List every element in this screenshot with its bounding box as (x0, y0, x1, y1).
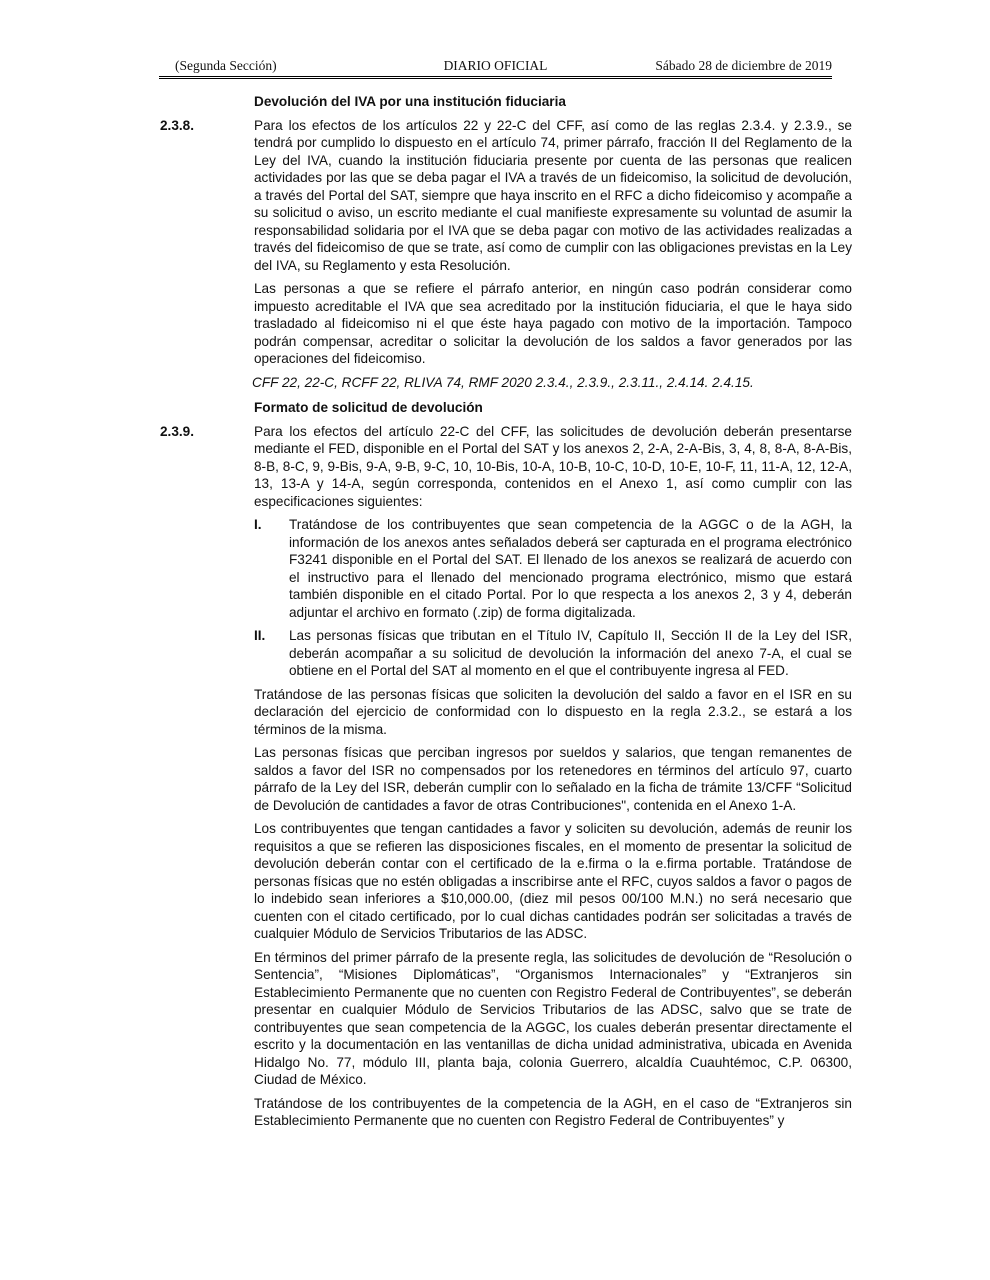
document-body (0, 93, 990, 1130)
header-rule-top (159, 76, 832, 77)
header-rule-bottom (159, 78, 832, 79)
rule-2-3-8-paragraph-2: Las personas a que se refiere el párrafo anterior, en ningún caso podrán considerar como impuesto acreditable el IVA que sea acreditado por la institución fiduciaria, el que le haya sido trasladado al fideicomiso ni el que éste haya pagado con motivo de la importación. Tampoco podrán compensar, acreditar o solicitar la devolución de los saldos a favor generados por las operaciones del fideicomiso. (254, 281, 852, 366)
list-item-ii (254, 627, 852, 680)
rule-2-3-9-paragraph-3: Los contribuyentes que tengan cantidades a favor y soliciten su devolución, además de reunir los requisitos a que se refieren las disposiciones fiscales, en el momento de presentar la solicitud de devolución deberán contar con el certificado de la e.firma o la e.firma portable. Tratándose de personas físicas que no estén obligadas a inscribirse ante el RFC, cuyos saldos a favor o pagos de lo indebido sean inferiores a $10,000.00, (diez mil pesos 00/100 M.N.) no será necesario que cuenten con el citado certificado, por lo cual dichas cantidades podrán ser solicitadas a través de cualquier Módulo de Servicios Tributarios de las ADSC. (254, 821, 852, 941)
rule-2-3-9-title: Formato de solicitud de devolución (254, 400, 483, 415)
rule-2-3-8-references: CFF 22, 22-C, RCFF 22, RLIVA 74, RMF 2020 2.3.4., 2.3.9., 2.3.11., 2.4.14. 2.4.15. (252, 374, 754, 390)
list-item-ii-text: Las personas físicas que tributan en el Título IV, Capítulo II, Sección II de la Ley del ISR, deberán acompañar a su solicitud de devolución la información del anexo 7-A, el cual se obtiene en el Portal del SAT al momento en el que el contribuyente ingresa al FED. (289, 628, 852, 678)
page-header (159, 58, 832, 76)
rule-2-3-9-intro (160, 423, 852, 511)
rule-2-3-8-title: Devolución del IVA por una institución fiduciaria (254, 94, 566, 109)
rule-2-3-8-number: 2.3.8. (160, 117, 195, 133)
rule-2-3-8-text-1: Para los efectos de los artículos 22 y 22-C del CFF, así como de las reglas 2.3.4. y 2.3.9., se tendrá por cumplido lo dispuesto en el artículo 74, primer párrafo, fracción II del Reglamento de la Ley del IVA, cuando la institución fiduciaria presente por cuenta de las personas que realicen actividades por las que se deba pagar el IVA a través de un fideicomiso, la solicitud de devolución, a través del Portal del SAT, siempre que haya inscrito en el RFC a dicho fideicomiso y acompañe a su solicitud o aviso, un escrito mediante el cual manifieste expresamente su voluntad de asumir la responsabilidad solidaria por el IVA que se deba pagar con motivo de las actividades realizadas a través del fideicomiso de que se trate, así como de cumplir con las obligaciones previstas en la Ley del IVA, su Reglamento y esta Resolución. (254, 117, 852, 273)
header-section: (Segunda Sección) (175, 58, 277, 73)
header-publication: DIARIO OFICIAL (443, 58, 548, 73)
list-item-i (254, 516, 852, 621)
rule-2-3-9-paragraph-4: En términos del primer párrafo de la presente regla, las solicitudes de devolución de “Resolución o Sentencia”, “Misiones Diplomáticas”, “Organismos Internacionales” y “Extranjeros sin Establecimiento Permanente que no cuenten con Registro Federal de Contribuyentes”, se deberán presentar en cualquier Módulo de Servicios Tributarios de las ADSC, salvo que se trate de contribuyentes que sean competencia de la AGGC, los cuales deberán presentar directamente el escrito y la documentación en las ventanillas de dicha unidad administrativa, ubicada en Avenida Hidalgo No. 77, módulo III, planta baja, colonia Guerrero, alcaldía Cuauhtémoc, C.P. 06300, Ciudad de México. (254, 949, 852, 1087)
header-date: Sábado 28 de diciembre de 2019 (655, 58, 832, 73)
list-item-ii-number: II. (254, 628, 266, 643)
rule-2-3-9-paragraph-1: Tratándose de las personas físicas que soliciten la devolución del saldo a favor en el ISR en su declaración del ejercicio de conformidad con lo dispuesto en la regla 2.3.2., se estará a los términos de la misma. (254, 686, 852, 737)
rule-2-3-9-intro-text: Para los efectos del artículo 22-C del CFF, las solicitudes de devolución deberán presentarse mediante el FED, disponible en el Portal del SAT y los anexos 2, 2-A, 2-A-Bis, 3, 4, 8, 8-A, 8-A-Bis, 8-B, 8-C, 9, 9-Bis, 9-A, 9-B, 9-C, 10, 10-Bis, 10-A, 10-B, 10-C, 10-D, 10-E, 10-F, 11, 11-A, 12, 12-A, 13, 13-A y 14-A, según corresponda, contenidos en el Anexo 1, así como cumplir con las especificaciones siguientes: (254, 423, 852, 509)
list-item-i-text: Tratándose de los contribuyentes que sean competencia de la AGGC o de la AGH, la información de los anexos antes señalados deberá ser capturada en el programa electrónico F3241 disponible en el Portal del SAT. El llenado de los anexos se realizará de acuerdo con el instructivo para el llenado del mencionado programa electrónico, mismo que estará también disponible en el citado Portal. Por lo que respecta a los anexos 2, 3 y 4, deberán adjuntar el archivo en formato (.zip) de forma digitalizada. (289, 517, 852, 620)
rule-2-3-8-paragraph-1 (160, 117, 852, 275)
rule-2-3-9-paragraph-5: Tratándose de los contribuyentes de la competencia de la AGH, en el caso de “Extranjeros sin Establecimiento Permanente que no cuenten con Registro Federal de Contribuyentes” y (254, 1095, 852, 1128)
rule-2-3-9-number: 2.3.9. (160, 423, 195, 439)
list-item-i-number: I. (254, 517, 262, 532)
rule-2-3-9-paragraph-2: Las personas físicas que perciban ingresos por sueldos y salarios, que tengan remanentes de saldos a favor del ISR no compensados por los retenedores en términos del artículo 97, cuarto párrafo de la Ley del ISR, deberán cumplir con lo señalado en la ficha de trámite 13/CFF “Solicitud de Devolución de cantidades a favor de otras Contribuciones", contenida en el Anexo 1-A. (254, 745, 852, 813)
